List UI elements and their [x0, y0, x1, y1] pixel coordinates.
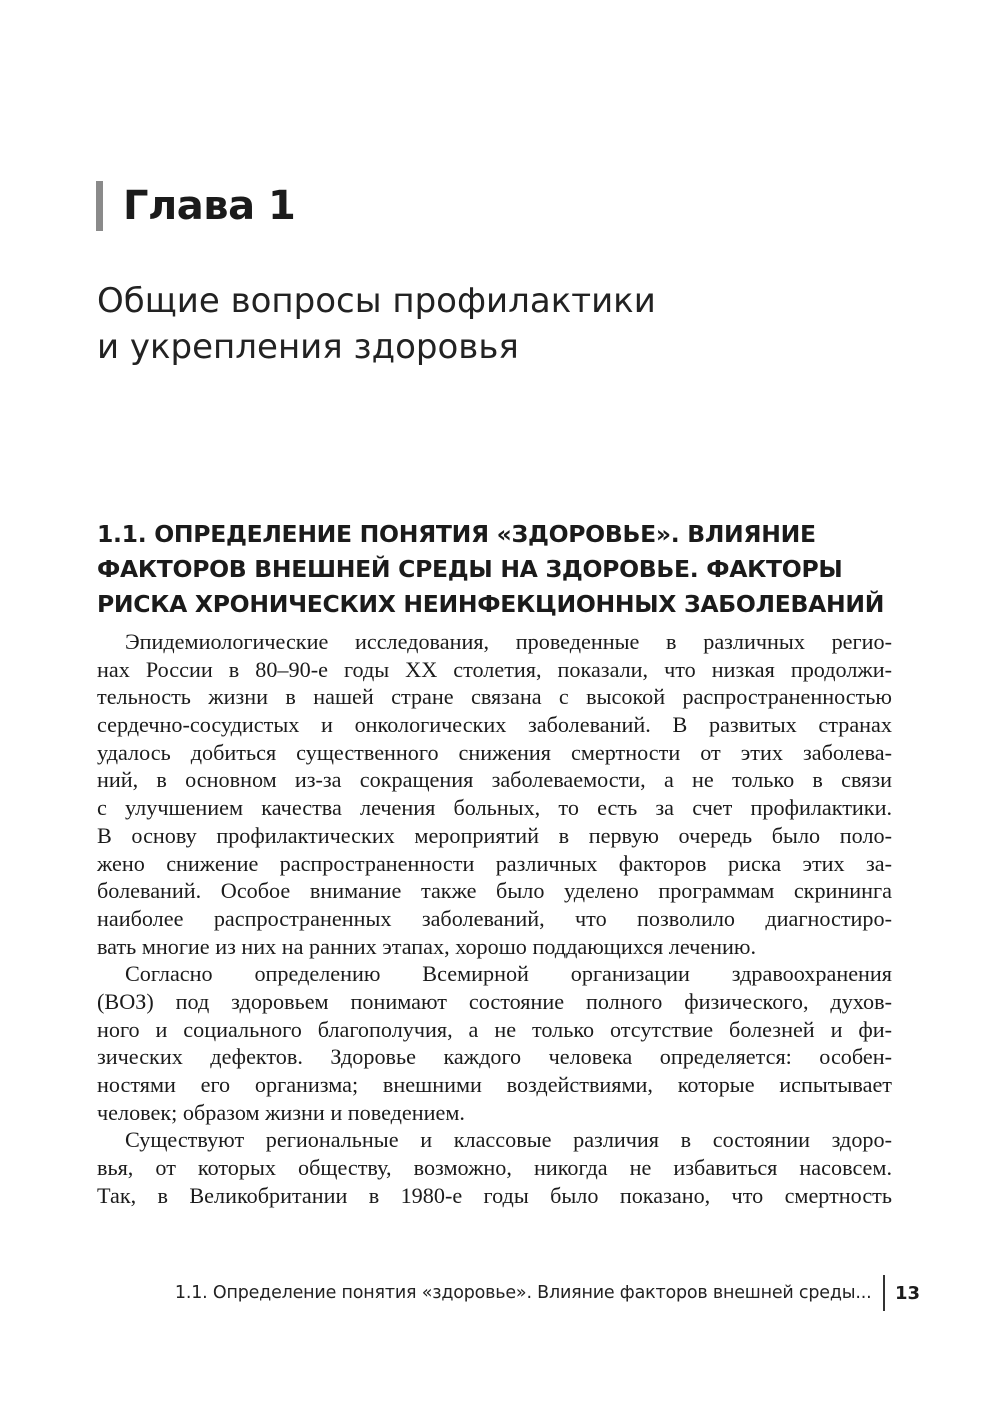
text-line: Так, в Великобритании в 1980-е годы было показано, что смертность: [97, 1182, 892, 1208]
text-line: вать многие из них на ранних этапах, хорошо поддающихся лечению.: [97, 933, 757, 959]
section-title: [97, 517, 927, 622]
text-line: ностями его организма; внешними воздействиями, которые испытывает: [97, 1072, 892, 1097]
text-line: болеваний. Особое внимание также было уделено программам скрининга: [97, 878, 892, 904]
text-line: зических дефектов. Здоровье каждого человека определяется: особен-: [97, 1044, 892, 1070]
paragraph: [97, 1126, 892, 1209]
running-head: 1.1. Определение понятия «здоровье». Влияние факторов внешней среды...: [174, 1283, 872, 1303]
text-line: сердечно-сосудистых и онкологических заболеваний. В развитых странах: [97, 712, 892, 738]
paragraph: [97, 628, 892, 960]
footer-divider: [883, 1275, 885, 1311]
text-line: Согласно определению Всемирной организации здравоохранения: [125, 961, 892, 987]
text-line: жено снижение распространенности различных факторов риска этих за-: [97, 850, 892, 876]
text-line: тельность жизни в нашей стране связана с высокой распространенностью: [97, 684, 892, 710]
text-line: человек; образом жизни и поведением.: [97, 1099, 465, 1125]
text-line: Существуют региональные и классовые различия в состоянии здоро-: [125, 1127, 892, 1153]
text-line: Эпидемиологические исследования, проведенные в различных регио-: [125, 629, 892, 654]
section-title-line: РИСКА ХРОНИЧЕСКИХ НЕИНФЕКЦИОННЫХ ЗАБОЛЕВАНИЙ: [97, 590, 885, 618]
text-line: В основу профилактических мероприятий в первую очередь было поло-: [97, 822, 892, 848]
text-line: нах России в 80–90-е годы XX столетия, показали, что низкая продолжи-: [97, 656, 892, 682]
section-title-line: ФАКТОРОВ ВНЕШНЕЙ СРЕДЫ НА ЗДОРОВЬЕ. ФАКТОРЫ: [97, 555, 843, 583]
paragraph: [97, 960, 892, 1126]
chapter-heading: [96, 178, 295, 234]
text-line: ний, в основном из-за сокращения заболеваемости, а не только в связи: [97, 767, 892, 793]
page-number: 13: [894, 1282, 920, 1304]
text-line: ного и социального благополучия, а не только отсутствие болезней и фи-: [97, 1016, 892, 1042]
text-line: наиболее распространенных заболеваний, что позволило диагностиро-: [97, 905, 892, 931]
body-text: [97, 628, 892, 1209]
chapter-title-line: и укрепления здоровья: [97, 327, 519, 367]
chapter-title-line: Общие вопросы профилактики: [97, 281, 656, 321]
text-line: (ВОЗ) под здоровьем понимают состояние полного физического, духов-: [97, 988, 892, 1014]
page-footer: [170, 1275, 920, 1311]
text-line: с улучшением качества лечения больных, то есть за счет профилактики.: [97, 795, 892, 821]
text-line: вья, от которых обществу, возможно, никогда не избавиться насовсем.: [97, 1155, 892, 1181]
chapter-accent-bar: [96, 181, 103, 231]
chapter-label: Глава 1: [123, 183, 296, 229]
chapter-title: [97, 278, 917, 370]
section-title-line: 1.1. ОПРЕДЕЛЕНИЕ ПОНЯТИЯ «ЗДОРОВЬЕ». ВЛИЯНИЕ: [97, 520, 816, 548]
text-line: удалось добиться существенного снижения смертности от этих заболева-: [97, 739, 892, 765]
